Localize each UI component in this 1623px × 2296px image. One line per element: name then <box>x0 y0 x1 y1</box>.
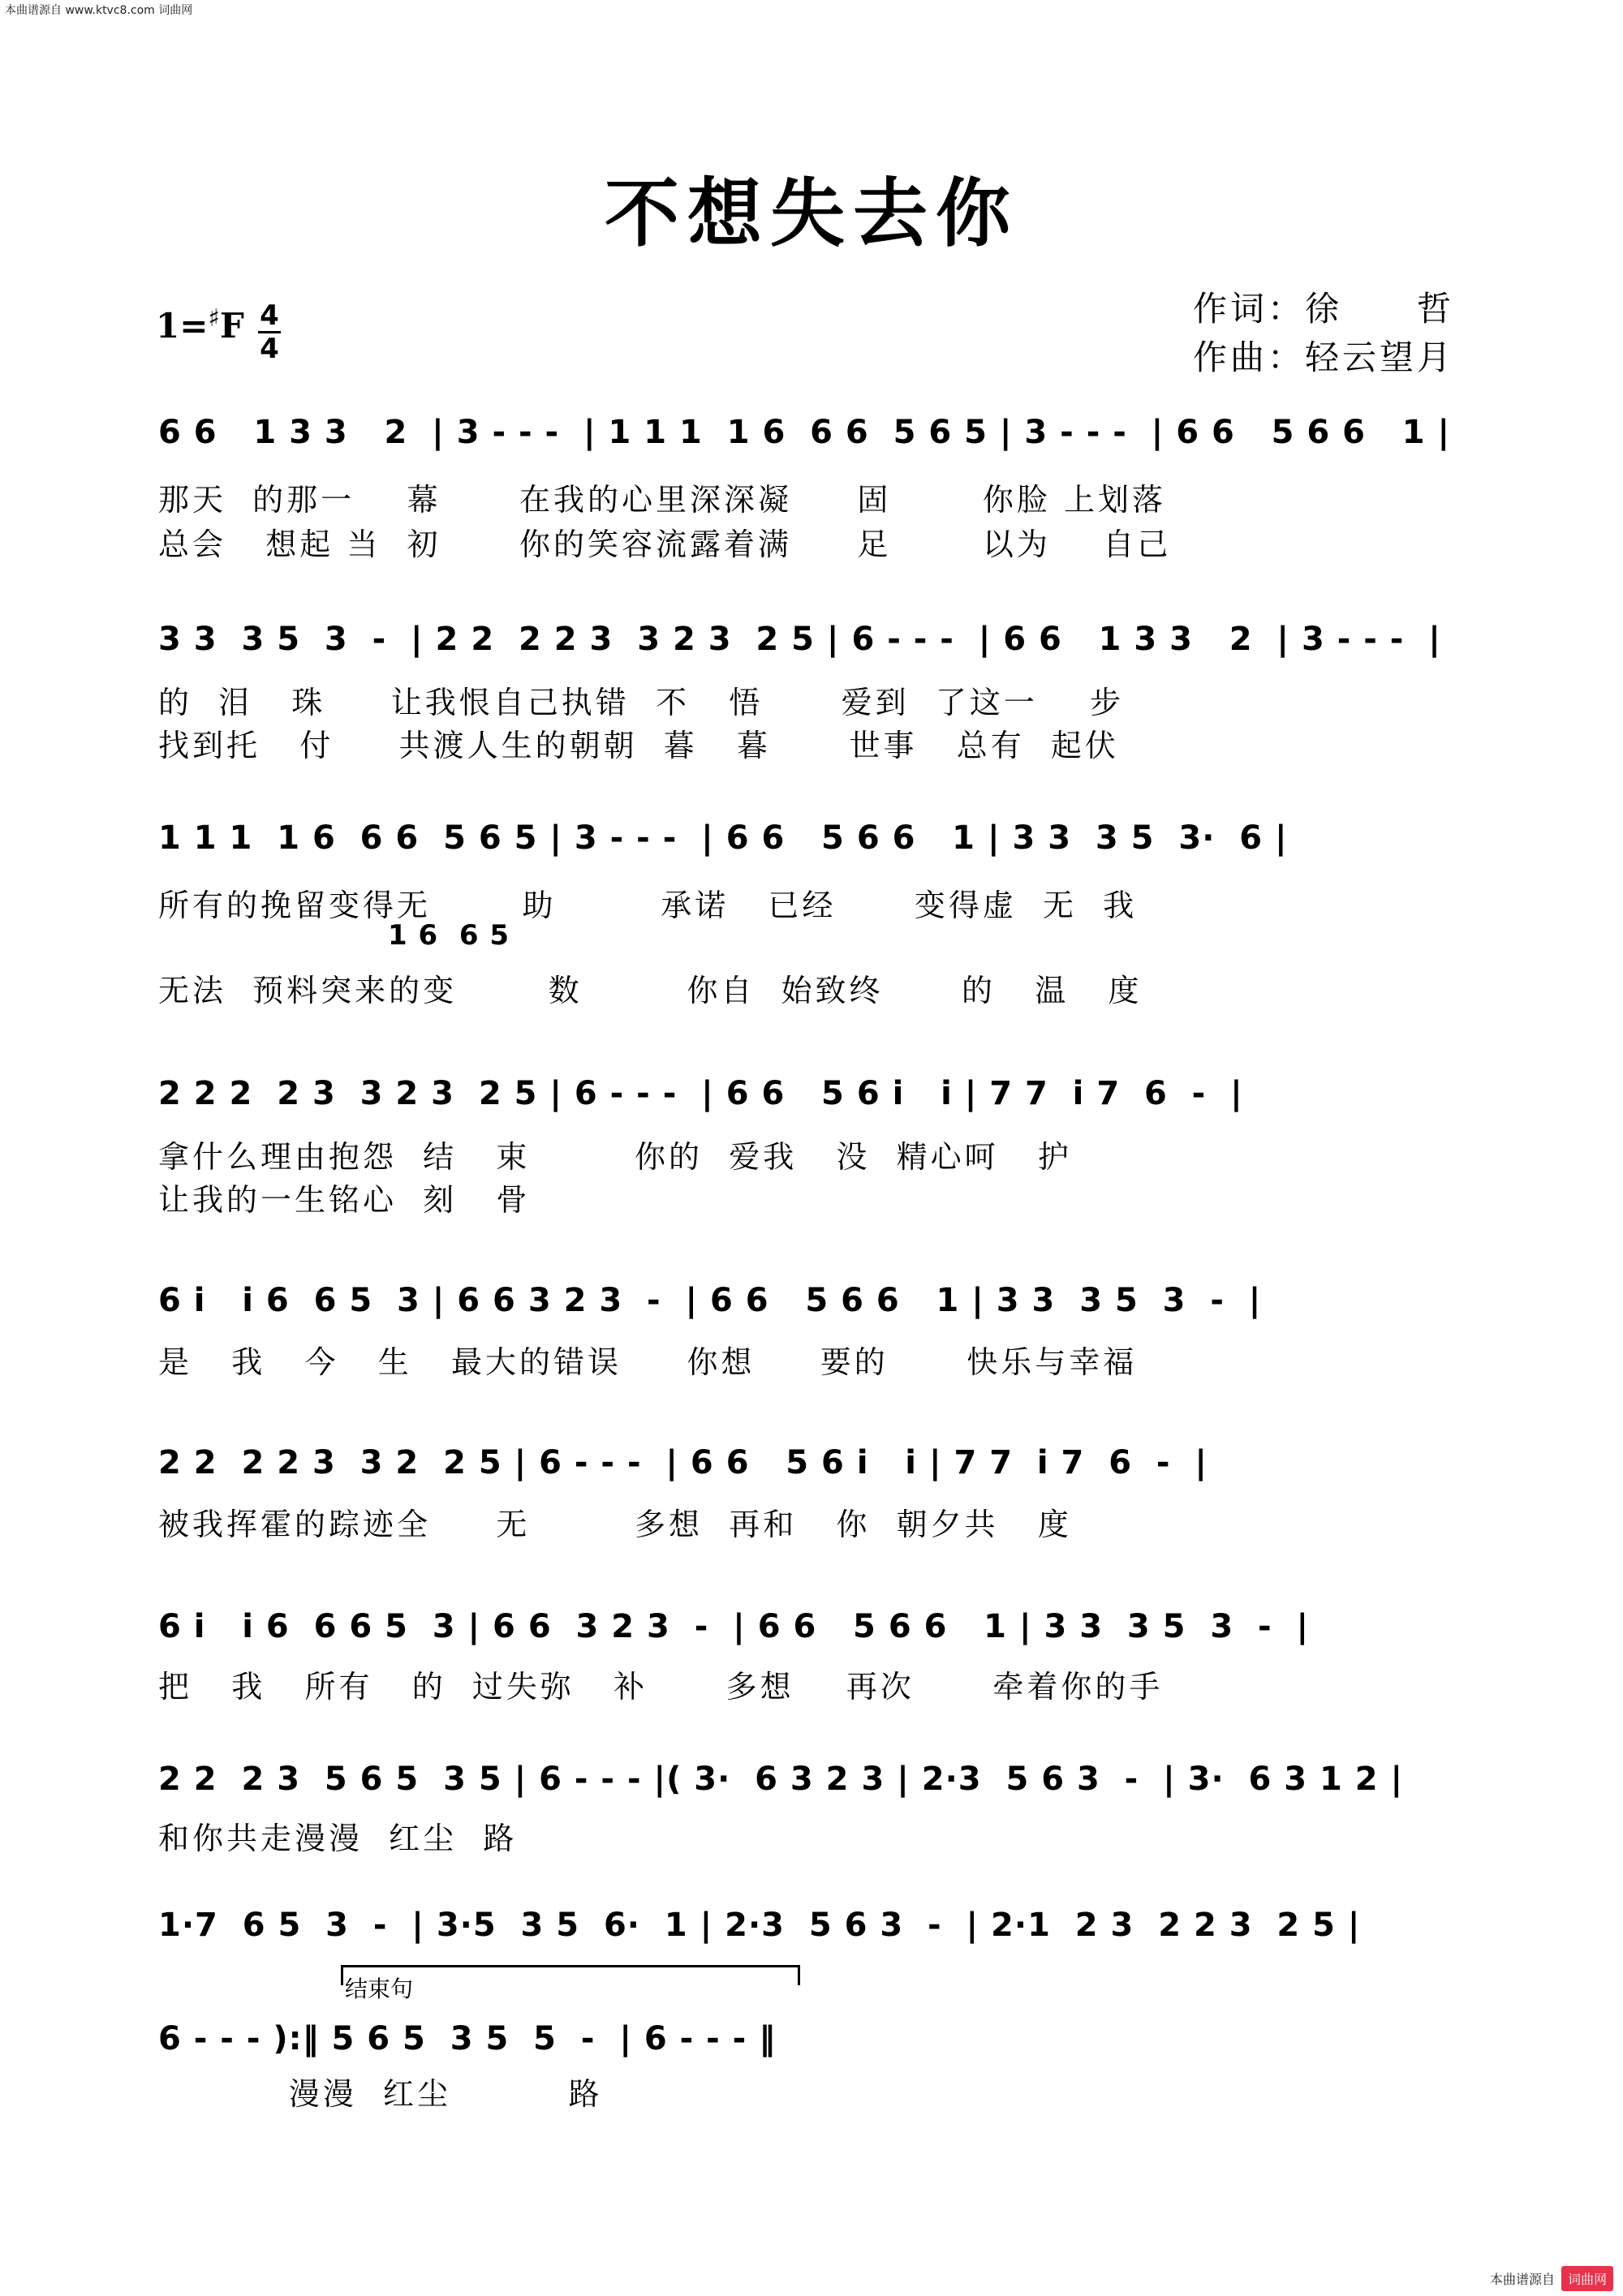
lyric-line-1-verse-1: 那天 的那一 幕 在我的心里深深凝 固 你脸 上划落 <box>158 482 1166 518</box>
footer-logo <box>1490 2266 1613 2291</box>
ending-label: 结束句 <box>345 1976 414 2002</box>
notation-line-2: 3 3 3 5 3 - | 2 2 2 2 3 3 2 3 2 5 | 6 - - - | 6 6 1 3 3 2 | 3 - - - | <box>158 621 1441 658</box>
notation-line-8: 2 2 2 3 5 6 5 3 5 | 6 - - - |( 3· 6 3 2 3 | 2·3 5 6 3 - | 3· 6 3 1 2 | <box>158 1761 1404 1798</box>
notation-line-9: 1·7 6 5 3 - | 3·5 3 5 6· 1 | 2·3 5 6 3 - | 2·1 2 3 2 2 3 2 5 | <box>158 1907 1361 1944</box>
footer-badge: 词曲网 <box>1561 2266 1613 2291</box>
lyric-line-8: 和你共走漫漫 红尘 路 <box>158 1821 518 1856</box>
lyric-line-3-verse-1: 所有的挽留变得无 助 承诺 已经 变得虚 无 我 <box>158 888 1138 923</box>
key-prefix: 1= <box>156 306 209 346</box>
notation-line-4: 2 2 2 2 3 3 2 3 2 5 | 6 - - - | 6 6 5 6 i i | 7 7 i 7 6 - | <box>158 1075 1243 1112</box>
notation-line-10: 6 - - - ):‖ 5 6 5 3 5 5 - | 6 - - - ‖ <box>158 2020 777 2057</box>
key-note: F <box>219 306 244 346</box>
lyric-line-10: 漫漫 红尘 路 <box>158 2076 603 2112</box>
lyric-line-5: 是 我 今 生 最大的错误 你想 要的 快乐与幸福 <box>158 1344 1138 1380</box>
notation-line-5: 6 i i 6 6 5 3 | 6 6 3 2 3 - | 6 6 5 6 6 1 | 3 3 3 5 3 - | <box>158 1282 1262 1319</box>
composer-credit: 作曲：轻云望月 <box>1193 338 1455 377</box>
notation-line-3: 1 1 1 1 6 6 6 5 6 5 | 3 - - - | 6 6 5 6 6 1 | 3 3 3 5 3· 6 | <box>158 819 1288 857</box>
lyric-line-3-verse-2: 无法 预料突来的变 数 你自 始致终 的 温 度 <box>158 973 1143 1008</box>
lyric-line-4-verse-2: 让我的一生铭心 刻 骨 <box>158 1182 531 1218</box>
alternate-notation: 1 6 6 5 <box>388 919 510 952</box>
key-signature <box>156 304 244 346</box>
sharp-symbol: ♯ <box>208 304 220 333</box>
lyric-line-2-verse-2: 找到托 付 共渡人生的朝朝 暮 暮 世事 总有 起伏 <box>158 728 1119 763</box>
lyricist-credit: 作词：徐 哲 <box>1193 289 1455 329</box>
notation-line-6: 2 2 2 2 3 3 2 2 5 | 6 - - - | 6 6 5 6 i i | 7 7 i 7 6 - | <box>158 1444 1208 1481</box>
notation-line-7: 6 i i 6 6 6 5 3 | 6 6 3 2 3 - | 6 6 5 6 6 1 | 3 3 3 5 3 - | <box>158 1608 1310 1645</box>
time-signature <box>258 299 281 365</box>
time-sig-bottom: 4 <box>260 333 279 365</box>
lyric-line-4-verse-1: 拿什么理由抱怨 结 束 你的 爱我 没 精心呵 护 <box>158 1139 1072 1175</box>
time-sig-top: 4 <box>260 299 279 332</box>
lyric-line-2-verse-1: 的 泪 珠 让我恨自己执错 不 悟 爱到 了这一 步 <box>158 685 1125 720</box>
footer-text: 本曲谱源自 <box>1489 2272 1555 2287</box>
watermark-header: 本曲谱源自 www.ktvc8.com 词曲网 <box>5 4 193 17</box>
lyric-line-7: 把 我 所有 的 过失弥 补 多想 再次 牵着你的手 <box>158 1669 1164 1705</box>
lyric-line-1-verse-2: 总会 想起 当 初 你的笑容流露着满 足 以为 自己 <box>158 527 1172 562</box>
notation-line-1: 6 6 1 3 3 2 | 3 - - - | 1 1 1 1 6 6 6 5 6 5 | 3 - - - | 6 6 5 6 6 1 | <box>158 414 1451 451</box>
lyric-line-6: 被我挥霍的踪迹全 无 多想 再和 你 朝夕共 度 <box>158 1507 1072 1542</box>
page-title: 不想失去你 <box>604 170 1018 257</box>
